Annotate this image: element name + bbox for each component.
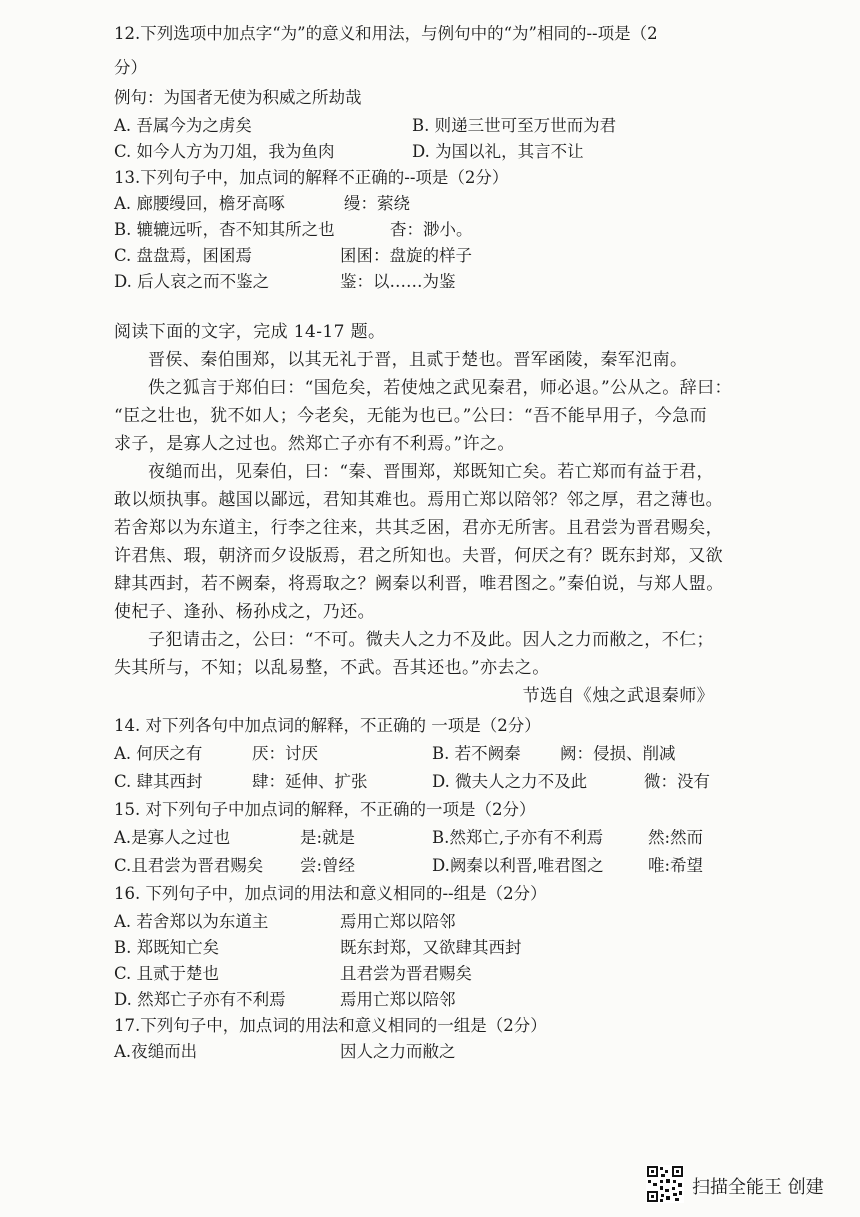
q16-option-d-right: 焉用亡郑以陪邻 [340,990,456,1009]
q16-option-d-left: D. 然郑亡子亦有不利焉 [114,990,286,1009]
q14-option-d: D. 微夫人之力不及此 [432,772,588,791]
passage-line: “臣之壮也，犹不如人；今老矣，无能为也已。”公曰：“吾不能早用子，今急而 [114,406,707,426]
q12-option-a: A. 吾属今为之虏矣 [114,116,252,135]
scanner-watermark [646,1165,846,1205]
passage-source: 节选自《烛之武退秦师》 [522,686,714,706]
q13-gloss-d: 鉴：以……为鉴 [340,272,456,291]
q12-option-b: B. 则递三世可至万世而为君 [412,116,617,135]
q15-stem: 15. 对下列句子中加点词的解释，不正确的一项是（2分） [114,800,536,819]
q13-option-b: B. 辘辘远听，杳不知其所之也 [114,220,335,239]
q12-stem-line1: 12.下列选项中加点字“为”的意义和用法，与例句中的“为”相同的--项是（2 [114,24,658,43]
q13-stem: 13.下列句子中，加点词的解释不正确的--项是（2分） [114,168,509,187]
passage-line: 求子，是寡人之过也。然郑亡子亦有不利焉。”许之。 [114,434,515,454]
passage-line: 敢以烦执事。越国以鄙远，君知其难也。焉用亡郑以陪邻？邻之厚，君之薄也。 [114,490,723,510]
q14-stem: 14. 对下列各句中加点词的解释，不正确的 一项是（2分） [114,716,541,735]
q13-option-c: C. 盘盘焉，囷囷焉 [114,246,253,265]
q14-option-c: C. 肆其西封 [114,772,203,791]
passage-line: 使杞子、逢孙、杨孙戍之，乃还。 [114,602,375,622]
q15-option-b: B.然郑亡,子亦有不利焉 [432,828,604,847]
reading-intro: 阅读下面的文字，完成 14-17 题。 [114,322,386,342]
q13-option-a: A. 廊腰缦回，檐牙高啄 [114,194,285,213]
passage-line: 许君焦、瑕，朝济而夕设版焉，君之所知也。夫晋，何厌之有？既东封郑，又欲 [114,546,723,566]
q13-option-d: D. 后人哀之而不鉴之 [114,272,270,291]
q17-stem: 17.下列句子中，加点词的用法和意义相同的一组是（2分） [114,1016,547,1035]
q17-option-a-left: A.夜缒而出 [114,1042,198,1061]
q16-option-b-right: 既东封郑，又欲肆其西封 [340,938,522,957]
q14-option-b: B. 若不阙秦 [432,744,521,763]
q16-option-c-right: 且君尝为晋君赐矣 [340,964,472,983]
q15-option-a: A.是寡人之过也 [114,828,231,847]
q16-option-c-left: C. 且贰于楚也 [114,964,220,983]
scanner-brand-text: 扫描全能王 创建 [692,1177,824,1198]
q14-gloss-c: 肆：延伸、扩张 [252,772,368,791]
passage-line: 佚之狐言于郑伯曰：“国危矣，若使烛之武见秦君，师必退。”公从之。辞曰： [148,378,732,398]
q14-option-a: A. 何厌之有 [114,744,203,763]
q14-gloss-a: 厌：讨厌 [252,744,318,763]
q15-gloss-b: 然:然而 [648,828,704,847]
q16-stem: 16. 下列句子中，加点词的用法和意义相同的--组是（2分） [114,884,547,903]
passage-line: 夜缒而出，见秦伯，曰：“秦、晋围郑，郑既知亡矣。若亡郑而有益于君， [148,462,714,482]
q15-option-c: C.且君尝为晋君赐矣 [114,856,264,875]
q16-option-a-left: A. 若舍郑以为东道主 [114,912,269,931]
qr-code-icon [646,1165,684,1203]
q13-gloss-b: 杳：渺小。 [390,220,473,239]
q15-option-d: D.阙秦以利晋,唯君图之 [432,856,604,875]
q15-gloss-d: 唯:希望 [648,856,704,875]
q15-gloss-a: 是:就是 [300,828,356,847]
q12-option-c: C. 如今人方为刀俎，我为鱼肉 [114,142,335,161]
passage-line: 晋侯、秦伯围郑，以其无礼于晋，且贰于楚也。晋军函陵，秦军氾南。 [148,350,688,370]
q12-option-d: D. 为国以礼，其言不让 [412,142,584,161]
passage-line: 肆其西封，若不阙秦，将焉取之？阙秦以利晋，唯君图之。”秦伯说，与郑人盟。 [114,574,724,594]
q14-gloss-b: 阙：侵损、削减 [560,744,676,763]
q13-gloss-c: 囷囷：盘旋的样子 [340,246,472,265]
q17-option-a-right: 因人之力而敝之 [340,1042,456,1061]
q14-gloss-d: 微：没有 [644,772,710,791]
q15-gloss-c: 尝:曾经 [300,856,356,875]
passage-line: 若舍郑以为东道主，行李之往来，共其乏困，君亦无所害。且君尝为晋君赐矣， [114,518,723,538]
q12-example: 例句：为国者无使为积威之所劫哉 [114,88,362,107]
q16-option-b-left: B. 郑既知亡矣 [114,938,220,957]
passage-line: 失其所与，不知；以乱易整，不武。吾其还也。”亦去之。 [114,658,550,678]
passage-line: 子犯请击之，公曰：“不可。微夫人之力不及此。因人之力而敝之，不仁； [148,630,714,650]
q16-option-a-right: 焉用亡郑以陪邻 [340,912,456,931]
q13-gloss-a: 缦：萦绕 [344,194,410,213]
q12-stem-line2: 分） [114,58,147,77]
